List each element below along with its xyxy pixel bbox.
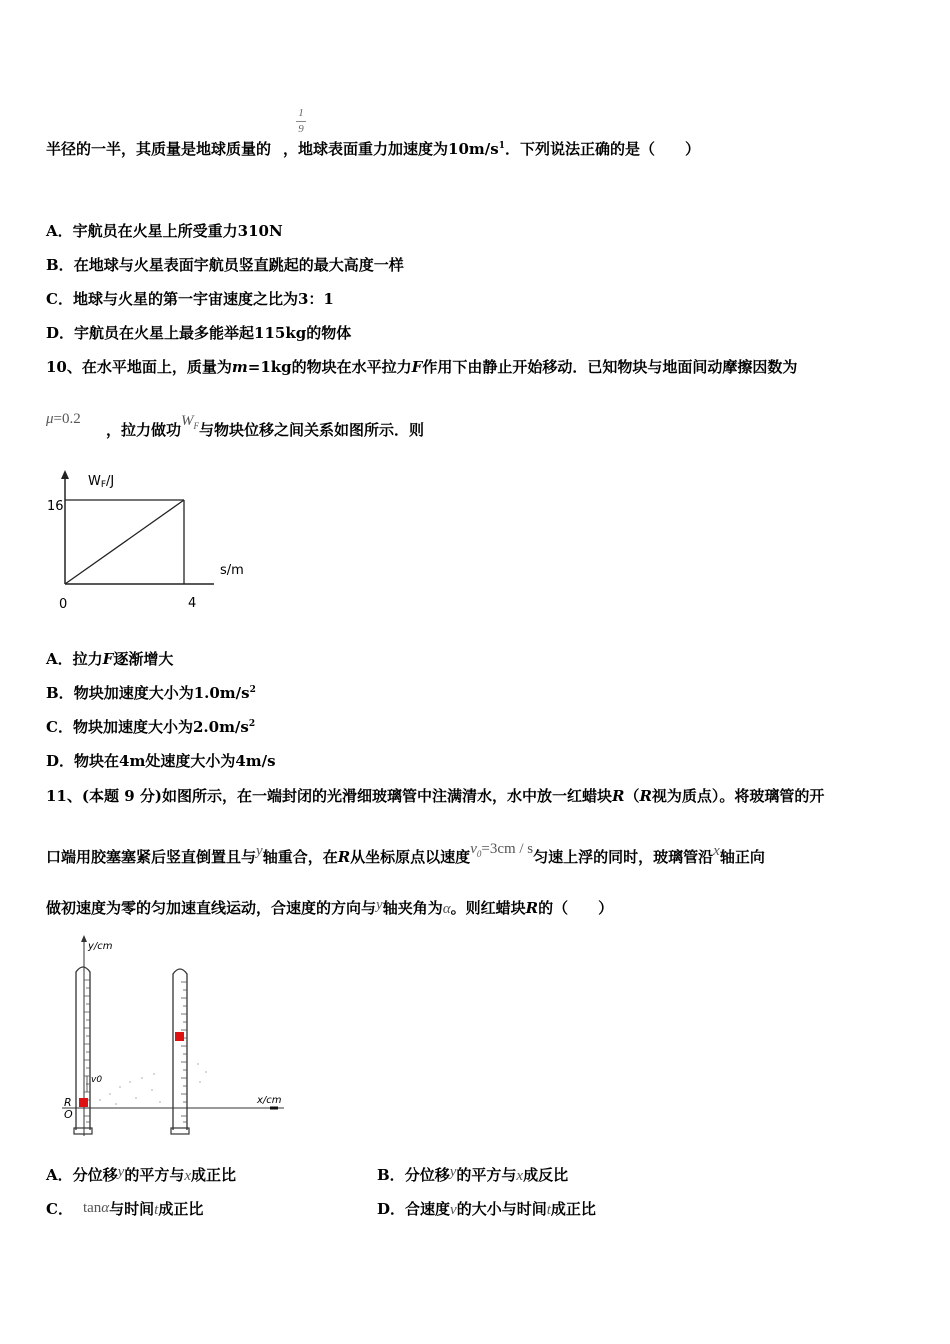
q11-option-d[interactable]: D．合速度v的大小与时间t成正比 xyxy=(377,1200,596,1218)
q10-option-d[interactable]: D．物块在4m处速度大小为4m/s xyxy=(46,752,276,770)
graph-x-tick: 4 xyxy=(188,596,197,611)
tube-right-scale xyxy=(181,982,187,1122)
glass-tube-figure xyxy=(56,932,296,1140)
fraction-numerator: 1 xyxy=(298,107,304,119)
q11-option-b[interactable]: B．分位移y的平方与x成反比 xyxy=(377,1164,569,1184)
q9-option-c[interactable]: C．地球与火星的第一宇宙速度之比为3：1 xyxy=(46,290,334,308)
q10-stem-line1: 10、在水平地面上，质量为m=1kg的物块在水平拉力F作用下由静止开始移动．已知物块与地面间动摩擦因数为 xyxy=(46,358,798,376)
q11-stem-line3: 做初速度为零的匀加速直线运动，合速度的方向与y轴夹角为α。则红蜡块R的（ ） xyxy=(46,897,614,917)
fig-v0-label: v0 xyxy=(91,1075,103,1085)
fig-x-label: x/cm xyxy=(257,1095,282,1106)
wax-block-moved xyxy=(175,1032,184,1041)
q9-intro: 半径的一半，其质量是地球质量的 ，地球表面重力加速度为$10m/s^1$．下列说法正确的是（ ） xyxy=(46,140,700,158)
fraction-denominator: 9 xyxy=(298,123,304,135)
mu-formula: μ=0.2 xyxy=(46,411,81,427)
tube-right xyxy=(171,969,189,1134)
tube-left xyxy=(74,967,102,1134)
fraction-bar xyxy=(296,121,306,122)
tube-left-stopper xyxy=(74,1128,92,1134)
v0-formula: $v_0=3cm / s$ xyxy=(470,841,534,859)
tube-right-stopper xyxy=(171,1128,189,1134)
fig-r-label: R xyxy=(64,1096,72,1109)
q10-option-c[interactable]: C．物块加速度大小为$2.0m/s^2$ xyxy=(46,718,256,736)
tube-right-outline xyxy=(173,969,187,1130)
fraction-one-ninth xyxy=(296,108,306,135)
q10-option-a[interactable]: A．拉力F逐渐增大 xyxy=(46,650,174,668)
graph-y-tick: 16 xyxy=(47,499,64,514)
q10-option-b[interactable]: B．物块加速度大小为$1.0m/s^2$ xyxy=(46,684,256,702)
graph-origin: 0 xyxy=(59,597,68,612)
q10-stem-line2: ，拉力做功$W_F$与物块位移之间关系如图所示．则 xyxy=(106,413,425,439)
graph-x-label: s/m xyxy=(220,563,244,578)
trajectory-dots xyxy=(99,1063,207,1105)
work-displacement-graph xyxy=(44,466,264,616)
fig-o-label: O xyxy=(64,1108,73,1121)
y-axis-arrow-icon xyxy=(61,470,69,479)
q9-option-b[interactable]: B．在地球与火星表面宇航员竖直跳起的最大高度一样 xyxy=(46,256,404,274)
q11-stem-line2: 口端用胶塞塞紧后竖直倒置且与y轴重合，在R从坐标原点以速度$v_0=3cm / s$匀速上浮的同时，玻璃管沿x轴正向 xyxy=(46,841,765,866)
q9-option-a[interactable]: A．宇航员在火星上所受重力310N xyxy=(46,222,283,240)
q11-option-c[interactable]: C． tanα与时间t成正比 xyxy=(46,1200,204,1218)
q11-option-a[interactable]: A．分位移y的平方与x成正比 xyxy=(46,1164,237,1184)
graph-y-label: WF/J xyxy=(88,474,115,490)
wax-block-start xyxy=(79,1098,88,1107)
wf-symbol: $W_F$ xyxy=(181,413,200,431)
q9-option-d[interactable]: D．宇航员在火星上最多能举起115kg的物体 xyxy=(46,324,352,342)
q11-stem-line1: 11、(本题 9 分)如图所示，在一端封闭的光滑细玻璃管中注满清水，水中放一红蜡块R（R视为质点）。将玻璃管的开 xyxy=(46,787,825,805)
fig-y-arrow-icon xyxy=(81,935,87,942)
fig-y-label: y/cm xyxy=(88,941,113,952)
graph-work-line xyxy=(65,500,184,584)
